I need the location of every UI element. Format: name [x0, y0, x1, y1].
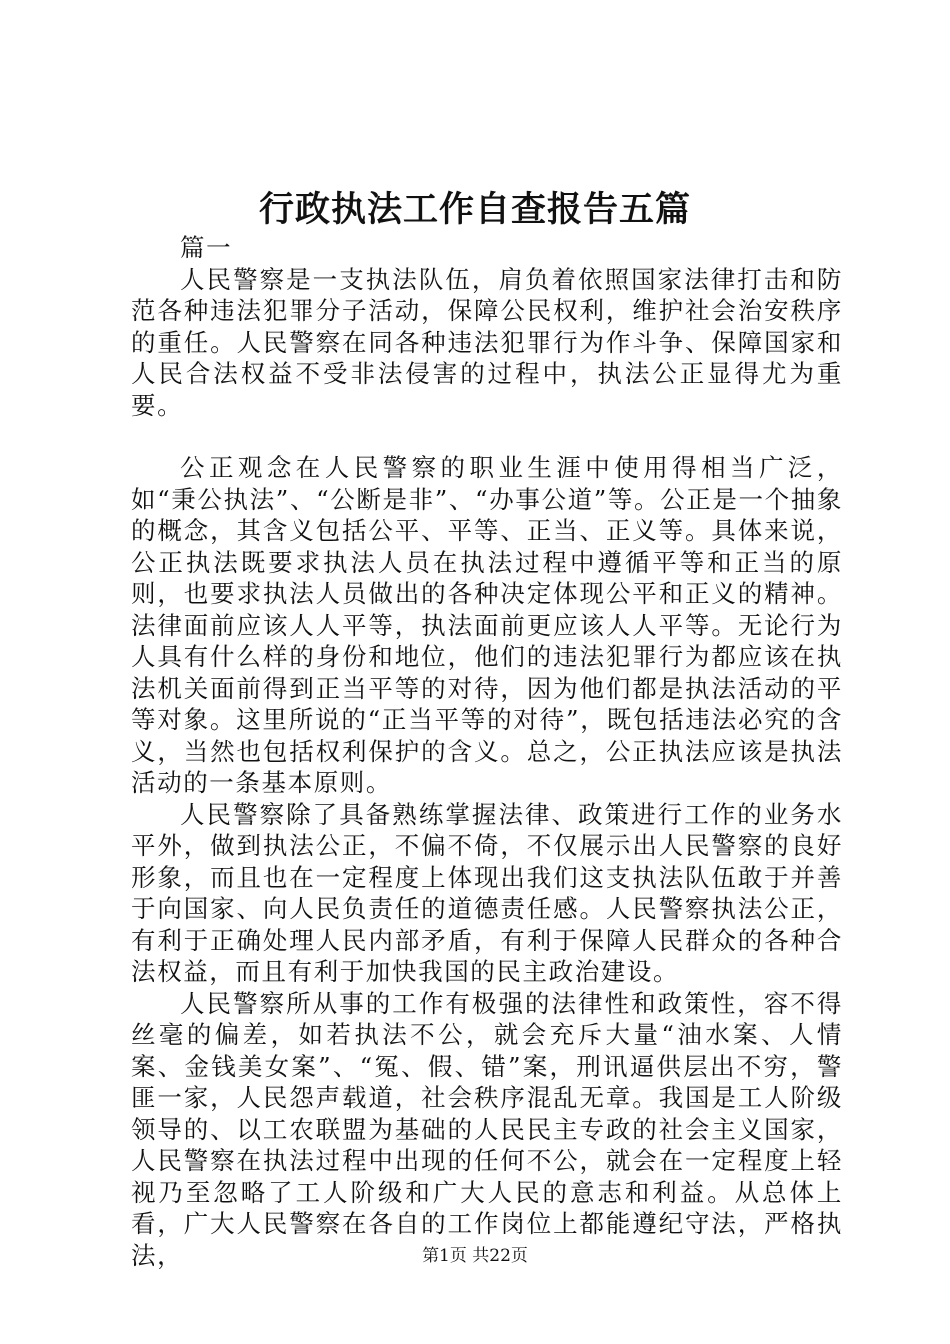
paragraph: 人民警察所从事的工作有极强的法律性和政策性，容不得丝毫的偏差，如若执法不公，就会充斥大量“油水案、人情案、金钱美女案”、“冤、假、错”案，刑讯逼供层出不穷，警匪一家，人民怨声载道，社会秩序混乱无章。我国是工人阶级领导的、以工农联盟为基础的人民民主专政的社会主义国家，人民警察在执法过程中出现的任何不公，就会在一定程度上轻视乃至忽略了工人阶级和广大人民的意志和利益。从总体上看，广大人民警察在各自的工作岗位上都能遵纪守法，严格执法， — [131, 988, 843, 1270]
paragraph: 人民警察除了具备熟练掌握法律、政策进行工作的业务水平外，做到执法公正，不偏不倚，不仅展示出人民警察的良好形象，而且也在一定程度上体现出我们这支执法队伍敢于并善于向国家、向人民负责任的道德责任感。人民警察执法公正，有利于正确处理人民内部矛盾，有利于保障人民群众的各种合法权益，而且有利于加快我国的民主政治建设。 — [131, 799, 843, 986]
paragraph: 人民警察是一支执法队伍，肩负着依照国家法律打击和防范各种违法犯罪分子活动，保障公民权利，维护社会治安秩序的重任。人民警察在同各种违法犯罪行为作斗争、保障国家和人民合法权益不受非法侵害的过程中，执法公正显得尤为重要。 — [131, 264, 843, 420]
document-body — [131, 232, 843, 1271]
paragraph: 公正观念在人民警察的职业生涯中使用得相当广泛，如“秉公执法”、“公断是非”、“办事公道”等。公正是一个抽象的概念，其含义包括公平、平等、正当、正义等。具体来说，公正执法既要求执法人员在执法过程中遵循平等和正当的原则，也要求执法人员做出的各种决定体现公平和正义的精神。法律面前应该人人平等，执法面前更应该人人平等。无论行为人具有什么样的身份和地位，他们的违法犯罪行为都应该在执法机关面前得到正当平等的对待，因为他们都是执法活动的平等对象。这里所说的“正当平等的对待”，既包括违法必究的含义，当然也包括权利保护的含义。总之，公正执法应该是执法活动的一条基本原则。 — [131, 453, 843, 797]
document-title: 行政执法工作自查报告五篇 — [258, 189, 691, 230]
page-footer: 第1页 共22页 — [422, 1246, 528, 1266]
section-label: 篇一 — [180, 233, 233, 262]
